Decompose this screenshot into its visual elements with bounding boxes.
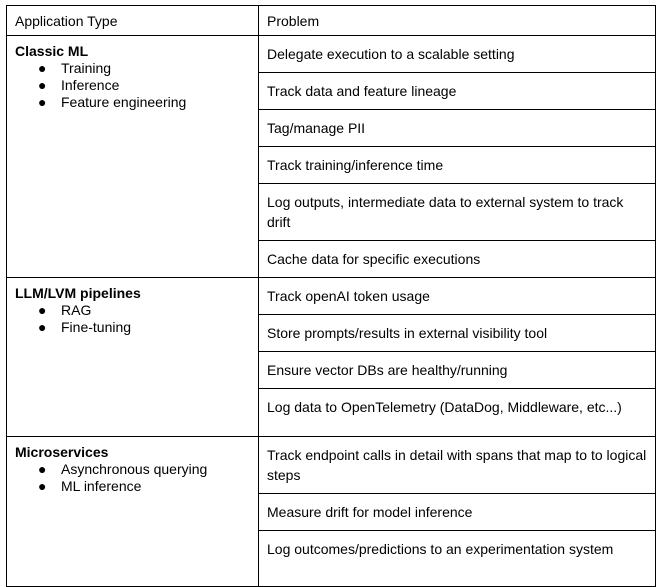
application-type-cell	[7, 36, 259, 278]
bullet-item	[15, 478, 250, 495]
bullet-label: Asynchronous querying	[61, 461, 208, 477]
problem-cell: Ensure vector DBs are healthy/running	[259, 352, 656, 389]
problem-cell: Track training/inference time	[259, 147, 656, 184]
bullet-dot-icon: ●	[38, 319, 47, 335]
bullet-item	[15, 461, 250, 478]
bullet-item	[15, 319, 250, 336]
problem-cell: Log data to OpenTelemetry (DataDog, Middleware, etc...)	[259, 389, 656, 437]
problem-cell: Log outcomes/predictions to an experimentation system	[259, 531, 656, 587]
problem-cell: Tag/manage PII	[259, 110, 656, 147]
application-bullets	[15, 302, 250, 336]
application-type-cell	[7, 437, 259, 587]
bullet-label: Training	[61, 60, 112, 76]
header-row	[7, 6, 656, 36]
application-bullets	[15, 60, 250, 111]
application-type-cell	[7, 278, 259, 437]
table-row	[7, 36, 656, 73]
bullet-dot-icon: ●	[38, 302, 47, 318]
problem-cell: Track data and feature lineage	[259, 73, 656, 110]
problem-cell: Cache data for specific executions	[259, 241, 656, 278]
problem-cell: Measure drift for model inference	[259, 494, 656, 531]
bullet-dot-icon: ●	[38, 94, 47, 110]
application-type-title: Classic ML	[15, 43, 89, 59]
application-type-title: Microservices	[15, 444, 109, 460]
bullet-dot-icon: ●	[38, 461, 47, 477]
bullet-label: RAG	[61, 302, 92, 318]
problem-cell: Track openAI token usage	[259, 278, 656, 315]
bullet-item	[15, 302, 250, 319]
bullet-label: Inference	[61, 77, 120, 93]
bullet-dot-icon: ●	[38, 478, 47, 494]
table-row	[7, 278, 656, 315]
problem-cell: Store prompts/results in external visibility tool	[259, 315, 656, 352]
bullet-label: ML inference	[61, 478, 142, 494]
bullet-label: Feature engineering	[61, 94, 187, 110]
header-application-type: Application Type	[7, 6, 259, 36]
bullet-item	[15, 77, 250, 94]
table-row	[7, 437, 656, 494]
problem-cell: Delegate execution to a scalable setting	[259, 36, 656, 73]
header-problem: Problem	[259, 6, 656, 36]
problem-cell: Log outputs, intermediate data to external system to track drift	[259, 184, 656, 241]
application-type-title: LLM/LVM pipelines	[15, 285, 141, 301]
table-body	[7, 36, 656, 587]
bullet-label: Fine-tuning	[61, 319, 132, 335]
problem-cell: Track endpoint calls in detail with spans that map to to logical steps	[259, 437, 656, 494]
problems-table	[6, 5, 656, 587]
application-bullets	[15, 461, 250, 495]
bullet-dot-icon: ●	[38, 60, 47, 76]
bullet-dot-icon: ●	[38, 77, 47, 93]
bullet-item	[15, 94, 250, 111]
bullet-item	[15, 60, 250, 77]
